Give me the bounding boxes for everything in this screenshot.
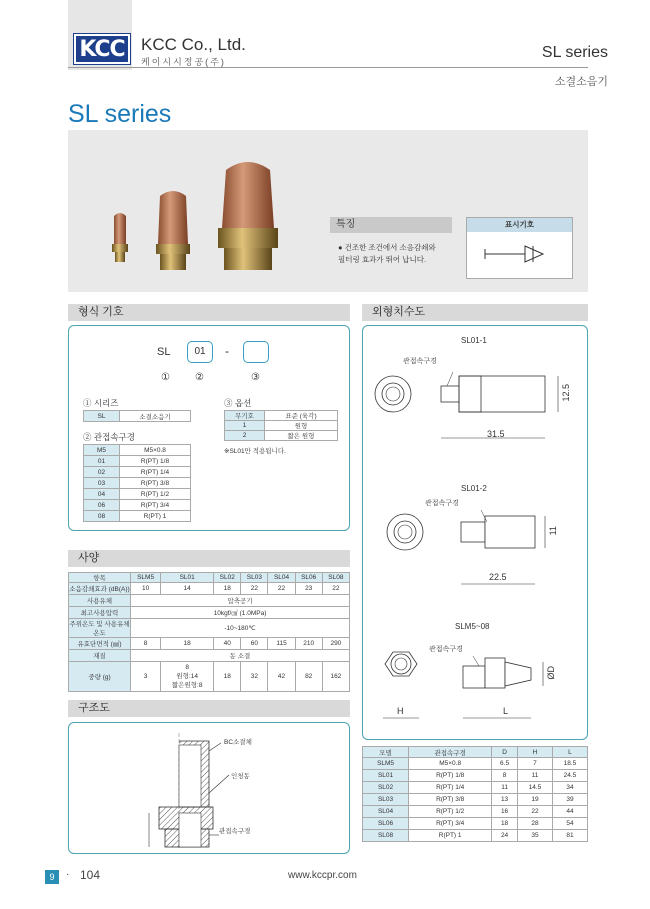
code-num-3: ③ xyxy=(251,372,260,383)
table-row xyxy=(84,511,191,522)
table-cell: 10 xyxy=(131,583,161,595)
table-cell: H xyxy=(517,747,552,758)
table-cell: R(PT) 1/2 xyxy=(409,806,492,818)
silencer-symbol-icon xyxy=(467,232,572,278)
table-cell: 7 xyxy=(517,758,552,770)
table-cell: 32 xyxy=(241,662,268,692)
series-table xyxy=(83,410,191,422)
table-row xyxy=(363,830,588,842)
table-row xyxy=(84,500,191,511)
table-cell: SLM5 xyxy=(363,758,409,770)
table-cell: 290 xyxy=(322,638,349,650)
table-cell: SL04 xyxy=(268,573,295,583)
table-cell: SL02 xyxy=(363,782,409,794)
table-cell: 최고사용압력 xyxy=(69,607,131,619)
port-table xyxy=(83,444,191,522)
header-series: SL series xyxy=(541,44,608,61)
table-row xyxy=(84,467,191,478)
table-row xyxy=(363,806,588,818)
table-cell: 02 xyxy=(84,467,120,478)
table-cell xyxy=(161,662,214,692)
table-cell: 14 xyxy=(161,583,214,595)
table-row xyxy=(225,431,338,441)
table-cell: 3 xyxy=(131,662,161,692)
code-num-1: ① xyxy=(161,372,170,383)
table-row xyxy=(69,619,350,638)
table-cell: 22 xyxy=(268,583,295,595)
table-cell: 18.5 xyxy=(552,758,587,770)
table-cell: 11 xyxy=(492,782,518,794)
table-cell: R(PT) 3/4 xyxy=(409,818,492,830)
table-cell: 28 xyxy=(517,818,552,830)
table-cell: SL02 xyxy=(214,573,241,583)
table-row xyxy=(84,445,191,456)
table-cell: SL08 xyxy=(363,830,409,842)
table-cell: 관접속구경 xyxy=(409,747,492,758)
dim2-title: SL01-2 xyxy=(461,484,487,493)
table-cell: D xyxy=(492,747,518,758)
table-cell: -10~180℃ xyxy=(131,619,350,638)
page-number: 104 xyxy=(80,868,101,882)
table-row xyxy=(363,782,588,794)
dimensions-table xyxy=(362,746,588,842)
symbol-heading: 표시기호 xyxy=(467,218,572,232)
structure-box xyxy=(68,722,350,854)
footer-separator: · xyxy=(66,869,70,880)
table-cell: R(PT) 1/8 xyxy=(409,770,492,782)
table-cell: 06 xyxy=(84,500,120,511)
spec-heading: 사양 xyxy=(68,550,350,567)
table-cell: 원형 xyxy=(265,421,338,431)
dim2-height: 11 xyxy=(548,526,558,536)
table-cell: SL03 xyxy=(241,573,268,583)
table-cell: 압축공기 xyxy=(131,595,350,607)
table-row xyxy=(84,478,191,489)
table-cell: 18 xyxy=(214,662,241,692)
table-cell: 81 xyxy=(552,830,587,842)
table-cell: R(PT) 1/2 xyxy=(120,489,191,500)
dim3-title: SLM5~08 xyxy=(455,622,490,631)
table-cell: SL01 xyxy=(363,770,409,782)
page-title: SL series xyxy=(68,100,172,128)
option-label: ③ 옵션 xyxy=(224,398,252,408)
dimensions-box xyxy=(362,325,588,740)
dim3-diameter: ØD xyxy=(546,666,556,680)
dim1-port-label: 관접속구경 xyxy=(403,358,437,365)
table-row xyxy=(225,421,338,431)
table-cell: R(PT) 1/8 xyxy=(120,456,191,467)
spec-table xyxy=(68,572,350,692)
table-cell: 2 xyxy=(225,431,265,441)
dim1-height: 12.5 xyxy=(561,384,571,402)
table-cell: M5 xyxy=(84,445,120,456)
table-cell: 22 xyxy=(517,806,552,818)
chapter-badge: 9 xyxy=(45,870,59,884)
table-cell: 39 xyxy=(552,794,587,806)
table-cell: 18 xyxy=(214,583,241,595)
table-cell: 03 xyxy=(84,478,120,489)
features-line-2: 필터링 효과가 뛰어 납니다. xyxy=(338,255,427,264)
table-cell: 08 xyxy=(84,511,120,522)
table-cell: 짧은 원형 xyxy=(265,431,338,441)
features-line-1: ● 건조한 조건에서 소음감쇄와 xyxy=(338,243,436,252)
model-code-box xyxy=(68,325,350,531)
table-cell: 재질 xyxy=(69,650,131,662)
table-row xyxy=(363,747,588,758)
table-cell: 모델 xyxy=(363,747,409,758)
table-cell: R(PT) 1 xyxy=(120,511,191,522)
table-cell: 동 소결 xyxy=(131,650,350,662)
header-divider xyxy=(68,67,588,68)
table-cell: R(PT) 1/4 xyxy=(409,782,492,794)
table-row xyxy=(69,583,350,595)
table-cell: SL08 xyxy=(322,573,349,583)
table-row xyxy=(69,573,350,583)
dim2-length: 22.5 xyxy=(489,572,507,582)
table-cell: 19 xyxy=(517,794,552,806)
company-name: KCC Co., Ltd. xyxy=(141,35,246,54)
table-cell: 소결소음기 xyxy=(120,411,191,422)
table-cell: SL01 xyxy=(161,573,214,583)
table-cell: 중량 (g) xyxy=(69,662,131,692)
features-heading: 특징 xyxy=(330,217,452,233)
table-row xyxy=(363,758,588,770)
structure-label-port: 관접속구경 xyxy=(219,828,251,835)
table-cell: R(PT) 3/8 xyxy=(120,478,191,489)
table-cell: 6.5 xyxy=(492,758,518,770)
dim1-length: 31.5 xyxy=(487,429,505,439)
table-cell: 8 xyxy=(131,638,161,650)
table-cell: 소음감쇄효과 (dB(A)) xyxy=(69,583,131,595)
table-cell: SL06 xyxy=(295,573,322,583)
table-cell: 210 xyxy=(295,638,322,650)
table-cell: 01 xyxy=(84,456,120,467)
code-dash: - xyxy=(225,344,229,358)
table-cell: R(PT) 1 xyxy=(409,830,492,842)
footer-url[interactable]: www.kccpr.com xyxy=(288,870,357,881)
product-photo xyxy=(98,132,328,292)
table-cell: 04 xyxy=(84,489,120,500)
code-prefix: SL xyxy=(157,346,171,358)
table-cell: 주위온도 및 사용유체온도 xyxy=(69,619,131,638)
table-cell: 사용유체 xyxy=(69,595,131,607)
table-cell: 항목 xyxy=(69,573,131,583)
table-cell: 40 xyxy=(214,638,241,650)
table-cell: 유효단면적 (㎟) xyxy=(69,638,131,650)
table-cell: 1 xyxy=(225,421,265,431)
table-row xyxy=(84,456,191,467)
header-series-sub: 소결소음기 xyxy=(554,76,608,88)
option-table xyxy=(224,410,338,441)
dimensions-heading: 외형치수도 xyxy=(362,304,588,321)
port-label: ② 관접속구경 xyxy=(83,432,135,442)
option-note: ※SL01만 적용됩니다. xyxy=(224,448,286,455)
table-row xyxy=(363,794,588,806)
table-cell: 42 xyxy=(268,662,295,692)
table-cell: 34 xyxy=(552,782,587,794)
model-code-heading: 형식 기호 xyxy=(68,304,350,321)
table-cell: 23 xyxy=(295,583,322,595)
table-row xyxy=(69,638,350,650)
structure-diagram xyxy=(69,723,349,853)
table-row xyxy=(363,770,588,782)
table-cell: 11 xyxy=(517,770,552,782)
table-cell: 표준 (육각) xyxy=(265,411,338,421)
table-cell: 60 xyxy=(241,638,268,650)
table-cell: 16 xyxy=(492,806,518,818)
weight-sl01-line: 원형:14 xyxy=(176,673,198,680)
table-row xyxy=(84,489,191,500)
table-cell: 82 xyxy=(295,662,322,692)
table-cell: 24 xyxy=(492,830,518,842)
table-cell: SLM5 xyxy=(131,573,161,583)
code-box-1: 01 xyxy=(187,341,213,363)
table-cell: 44 xyxy=(552,806,587,818)
table-cell: SL04 xyxy=(363,806,409,818)
features-text xyxy=(338,242,458,266)
table-cell: SL03 xyxy=(363,794,409,806)
table-cell: L xyxy=(552,747,587,758)
company-logo: KCC xyxy=(74,34,130,64)
structure-label-bronze: 인청동 xyxy=(231,773,250,780)
table-cell: 10kgf/㎠ (1.0MPa) xyxy=(131,607,350,619)
table-cell: 162 xyxy=(322,662,349,692)
table-cell: R(PT) 3/4 xyxy=(120,500,191,511)
table-row xyxy=(69,662,350,692)
table-cell: SL xyxy=(84,411,120,422)
structure-heading: 구조도 xyxy=(68,700,350,717)
table-row xyxy=(69,650,350,662)
table-cell: 18 xyxy=(492,818,518,830)
structure-label-sinter: BC소결체 xyxy=(224,739,252,746)
table-cell: 14.5 xyxy=(517,782,552,794)
table-cell: M5×0.8 xyxy=(409,758,492,770)
table-row xyxy=(69,607,350,619)
table-row xyxy=(69,595,350,607)
table-cell: 22 xyxy=(241,583,268,595)
table-cell: 24.5 xyxy=(552,770,587,782)
company-name-korean: 케이시시정공(주) xyxy=(141,57,226,67)
dim3-H: H xyxy=(397,706,404,716)
dim2-port-label: 관접속구경 xyxy=(425,500,459,507)
series-label: ① 시리즈 xyxy=(83,398,119,408)
table-cell: 13 xyxy=(492,794,518,806)
table-cell: R(PT) 1/4 xyxy=(120,467,191,478)
table-cell: 35 xyxy=(517,830,552,842)
table-row xyxy=(363,818,588,830)
weight-sl01-line: 8 xyxy=(185,664,189,671)
table-cell: 무기호 xyxy=(225,411,265,421)
code-box-2 xyxy=(243,341,269,363)
symbol-box xyxy=(466,217,573,279)
table-cell: M5×0.8 xyxy=(120,445,191,456)
table-row xyxy=(225,411,338,421)
code-num-2: ② xyxy=(195,372,204,383)
table-cell: 22 xyxy=(322,583,349,595)
dim1-title: SL01-1 xyxy=(461,336,487,345)
dim3-L: L xyxy=(503,706,509,716)
table-cell: 54 xyxy=(552,818,587,830)
table-cell: SL06 xyxy=(363,818,409,830)
table-row xyxy=(84,411,191,422)
table-cell: 115 xyxy=(268,638,295,650)
dim3-port-label: 관접속구경 xyxy=(429,646,463,653)
table-cell: 18 xyxy=(161,638,214,650)
weight-sl01-line: 짧은원형:8 xyxy=(171,682,203,689)
table-cell: R(PT) 3/8 xyxy=(409,794,492,806)
table-cell: 8 xyxy=(492,770,518,782)
